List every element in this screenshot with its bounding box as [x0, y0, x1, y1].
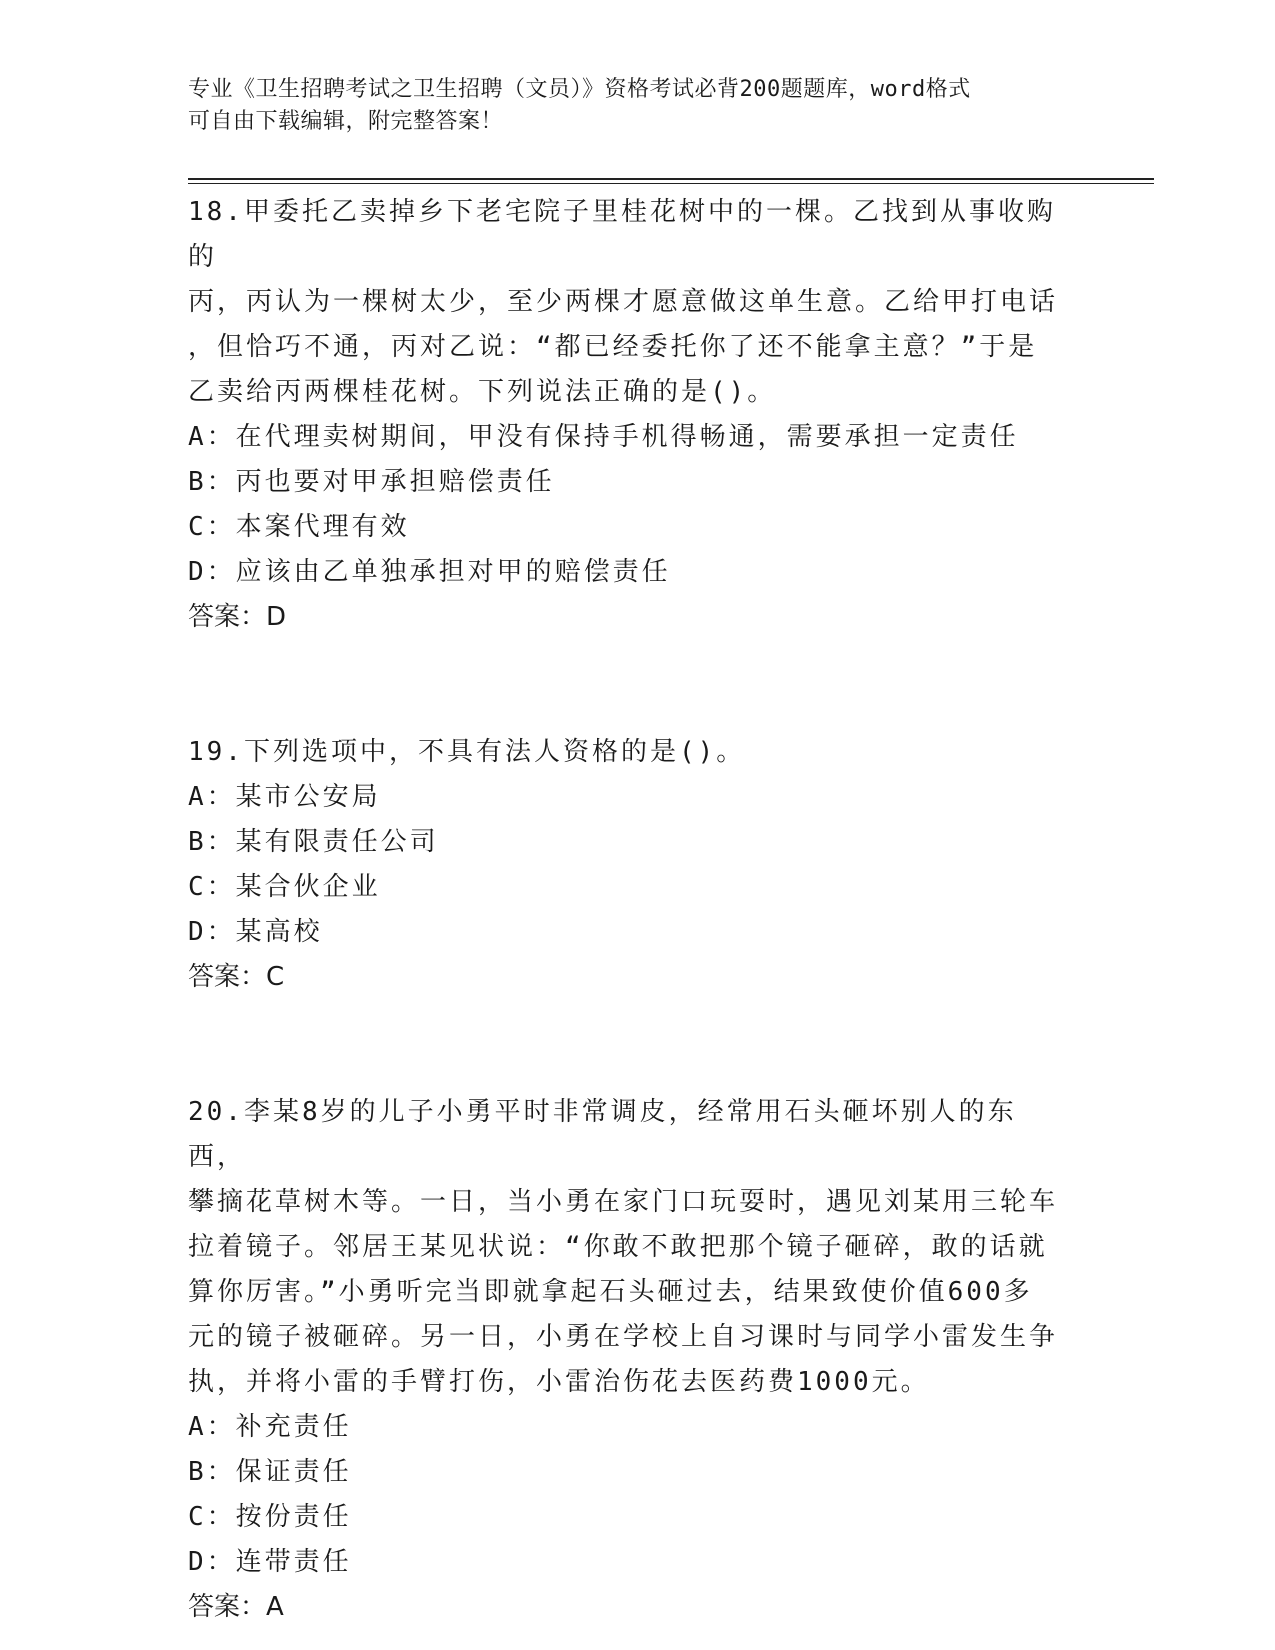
answer-label: 答案：C: [188, 962, 285, 992]
header-divider-thin: [188, 183, 1154, 184]
header-line-2: 可自由下载编辑，附完整答案！: [188, 109, 504, 134]
question-stem-line: 19.下列选项中，不具有法人资格的是()。: [188, 737, 746, 767]
option-a: A：补充责任: [188, 1412, 352, 1442]
option-b: B：丙也要对甲承担赔偿责任: [188, 467, 555, 497]
question-stem-line: 18.甲委托乙卖掉乡下老宅院子里桂花树中的一棵。乙找到从事收购的: [188, 197, 1056, 272]
question-stem-line: 攀摘花草树木等。一日，当小勇在家门口玩耍时，遇见刘某用三轮车: [188, 1187, 1059, 1217]
option-c: C：按份责任: [188, 1502, 352, 1532]
option-d: D：某高校: [188, 917, 323, 947]
answer-label: 答案：A: [188, 1592, 284, 1622]
question-19: [188, 730, 1068, 1000]
answer-label: 答案：D: [188, 602, 287, 632]
question-stem-line: 乙卖给丙两棵桂花树。下列说法正确的是()。: [188, 377, 777, 407]
question-stem-line: ，但恰巧不通，丙对乙说：“都已经委托你了还不能拿主意？”于是: [188, 332, 1038, 362]
option-a: A：某市公安局: [188, 782, 381, 812]
question-spacer: [188, 1000, 1068, 1090]
option-b: B：保证责任: [188, 1457, 352, 1487]
option-d: D：连带责任: [188, 1547, 352, 1577]
document-header: [188, 74, 1088, 138]
option-c: C：本案代理有效: [188, 512, 410, 542]
question-list: [188, 190, 1068, 1630]
question-spacer: [188, 640, 1068, 730]
question-stem-line: 算你厉害。”小勇听完当即就拿起石头砸过去，结果致使价值600多: [188, 1277, 1033, 1307]
header-line-1: 专业《卫生招聘考试之卫生招聘（文员）》资格考试必背200题题库，word格式: [188, 77, 971, 102]
question-stem-line: 拉着镜子。邻居王某见状说：“你敢不敢把那个镜子砸碎，敢的话就: [188, 1232, 1048, 1262]
question-stem-line: 丙，丙认为一棵树太少，至少两棵才愿意做这单生意。乙给甲打电话: [188, 287, 1059, 317]
question-18: [188, 190, 1068, 640]
header-divider-thick: [188, 178, 1154, 180]
question-stem-line: 20.李某8岁的儿子小勇平时非常调皮，经常用石头砸坏别人的东西，: [188, 1097, 1017, 1172]
option-b: B：某有限责任公司: [188, 827, 439, 857]
option-d: D：应该由乙单独承担对甲的赔偿责任: [188, 557, 671, 587]
question-20: [188, 1090, 1068, 1630]
question-stem-line: 元的镜子被砸碎。另一日，小勇在学校上自习课时与同学小雷发生争: [188, 1322, 1059, 1352]
question-stem-line: 执，并将小雷的手臂打伤，小雷治伤花去医药费1000元。: [188, 1367, 930, 1397]
option-c: C：某合伙企业: [188, 872, 381, 902]
option-a: A：在代理卖树期间，甲没有保持手机得畅通，需要承担一定责任: [188, 422, 1019, 452]
